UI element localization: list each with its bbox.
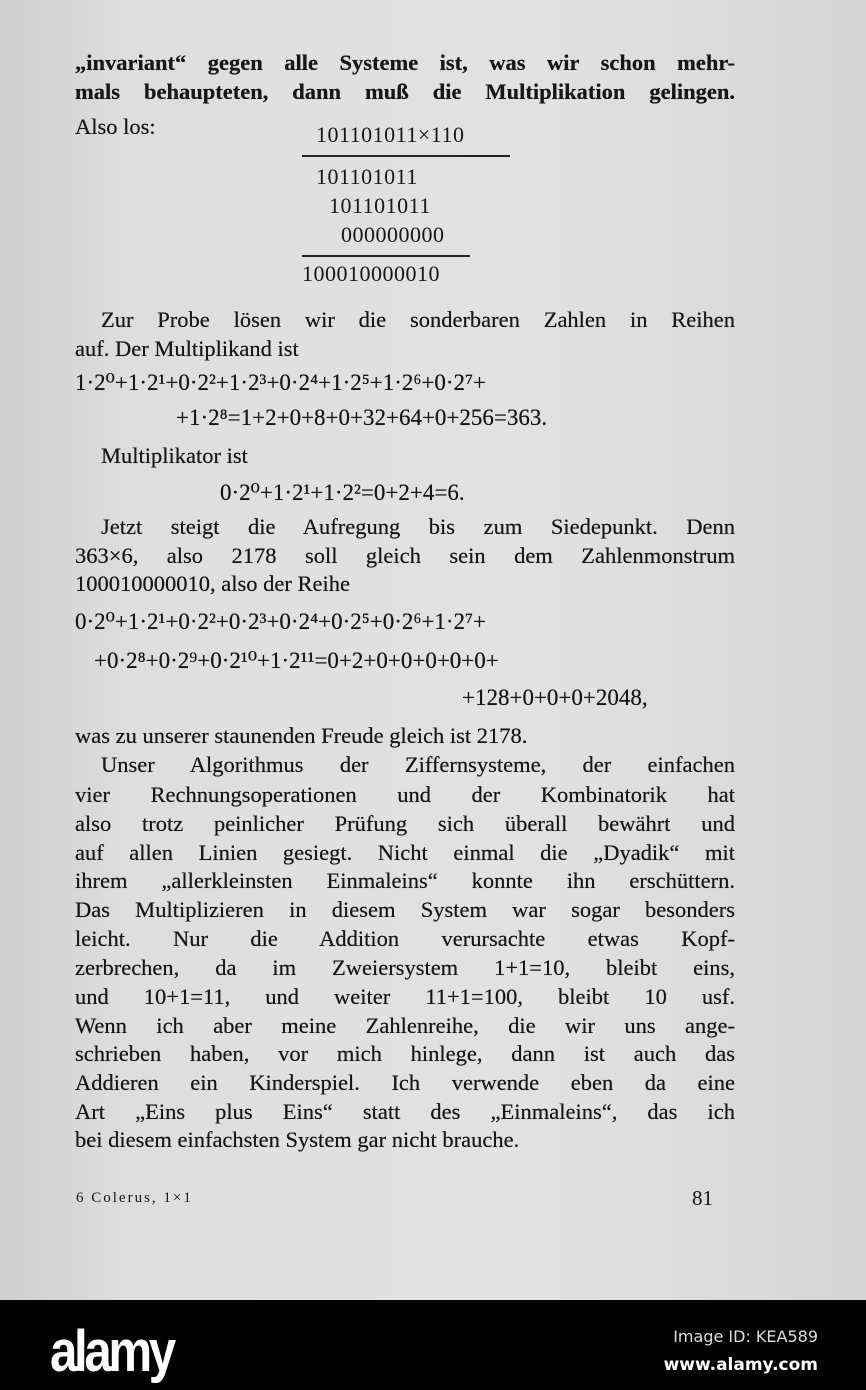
paragraph-line: auf. Der Multiplikand ist (75, 336, 299, 361)
paragraph-line: 100010000010, also der Reihe (75, 571, 350, 596)
paragraph-line: ihrem „allerkleinsten Einmaleins“ konnte ihn erschüttern. (75, 868, 735, 893)
intro-line: „invariant“ gegen alle Systeme ist, was wir schon mehr- (75, 50, 735, 75)
paragraph-line: Jetzt steigt die Aufregung bis zum Siedepunkt. Denn (101, 514, 735, 539)
divider (302, 155, 510, 157)
page-number: 81 (692, 1186, 713, 1210)
paragraph-line: Multiplikator ist (101, 443, 248, 468)
paragraph-line: Wenn ich aber meine Zahlenreihe, die wir uns ange- (75, 1013, 735, 1038)
paragraph-line: also trotz peinlicher Prüfung sich überall bewährt und (75, 811, 735, 836)
intro-line: Also los: (75, 114, 156, 139)
formula-line: 0·2⁰+1·2¹+1·2²=0+2+4=6. (220, 480, 465, 505)
formula-line: +128+0+0+0+2048, (462, 685, 648, 710)
partial-product: 101101011 (316, 164, 418, 189)
paragraph-line: Unser Algorithmus der Ziffernsysteme, der einfachen (101, 752, 735, 777)
multiplication-result: 100010000010 (302, 261, 440, 286)
multiplication-problem: 101101011×110 (316, 122, 465, 147)
watermark-url[interactable]: www.alamy.com (663, 1355, 818, 1375)
paragraph-line: auf allen Linien gesiegt. Nicht einmal die „Dyadik“ mit (75, 840, 735, 865)
paragraph-line: leicht. Nur die Addition verursachte etwas Kopf- (75, 926, 735, 951)
paragraph-line: zerbrechen, da im Zweiersystem 1+1=10, bleibt eins, (75, 955, 735, 980)
formula-line: +1·2⁸=1+2+0+8+0+32+64+0+256=363. (176, 405, 548, 430)
footer-signature: 6 Colerus, 1×1 (76, 1190, 193, 1206)
paragraph-line: schrieben haben, vor mich hinlege, dann ist auch das (75, 1041, 735, 1066)
paragraph-line: Art „Eins plus Eins“ statt des „Einmaleins“, das ich (75, 1099, 735, 1124)
partial-product: 000000000 (341, 222, 445, 247)
intro-line: mals behaupteten, dann muß die Multiplikation gelingen. (75, 79, 735, 104)
formula-line: 1·2⁰+1·2¹+0·2²+1·2³+0·2⁴+1·2⁵+1·2⁶+0·2⁷+ (75, 370, 487, 395)
formula-line: 0·2⁰+1·2¹+0·2²+0·2³+0·2⁴+0·2⁵+0·2⁶+1·2⁷+ (75, 609, 487, 634)
paragraph-line: Zur Probe lösen wir die sonderbaren Zahlen in Reihen (101, 307, 735, 332)
paragraph-line: Addieren ein Kinderspiel. Ich verwende eben da eine (75, 1070, 735, 1095)
alamy-logo: alamy (50, 1319, 173, 1384)
paragraph-line: bei diesem einfachsten System gar nicht brauche. (75, 1127, 520, 1152)
image-id: Image ID: KEA589 (673, 1327, 818, 1346)
paragraph-line: vier Rechnungsoperationen und der Kombinatorik hat (75, 782, 735, 807)
paragraph-line: und 10+1=11, und weiter 11+1=100, bleibt 10 usf. (75, 984, 735, 1009)
partial-product: 101101011 (329, 193, 431, 218)
divider (302, 255, 470, 257)
formula-line: +0·2⁸+0·2⁹+0·2¹⁰+1·2¹¹=0+2+0+0+0+0+0+ (94, 648, 499, 673)
paragraph-line: 363×6, also 2178 soll gleich sein dem Zahlenmonstrum (75, 543, 735, 568)
paragraph-line: Das Multiplizieren in diesem System war sogar besonders (75, 897, 735, 922)
paragraph-line: was zu unserer staunenden Freude gleich ist 2178. (75, 723, 528, 748)
